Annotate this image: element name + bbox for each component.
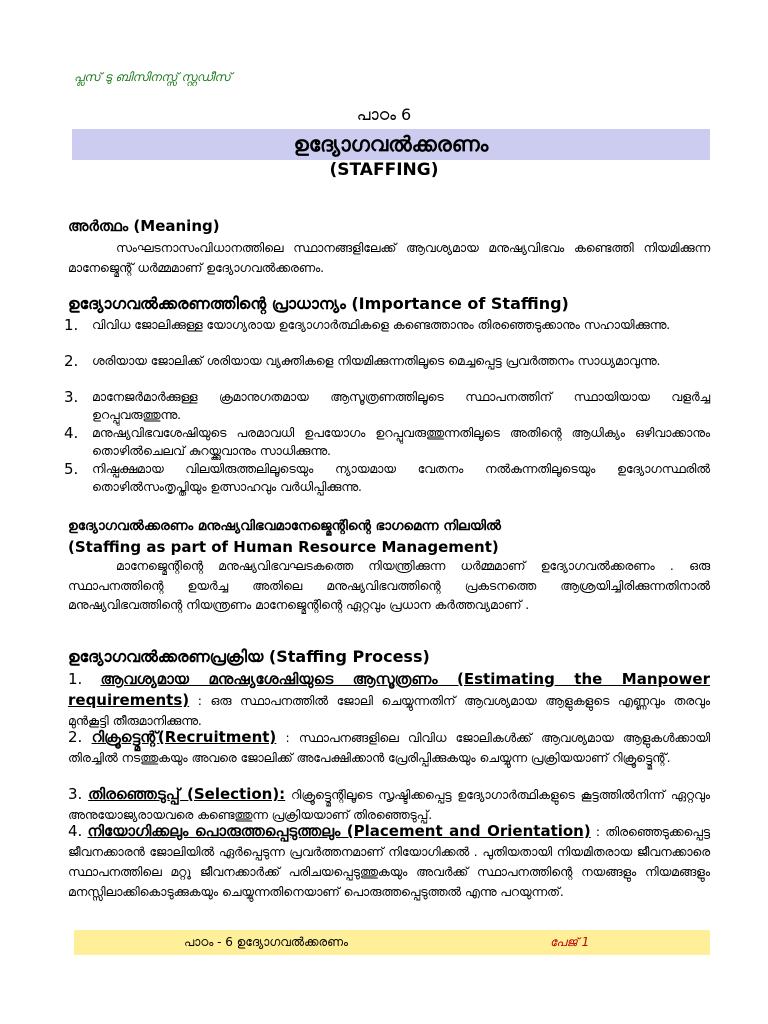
list-item: 3. മാനേജർമാർക്കുള്ള ക്രമാനുഗതമായ ആസൂത്രണത്തിലൂടെ സ്ഥാപനത്തിന് സ്ഥായിയായ വളർച്ച ഉറപ്പുവരുത്തുന്നു. [64, 388, 710, 422]
chapter-title: ഉദ്യോഗവൽക്കരണം [72, 129, 710, 160]
importance-heading: ഉദ്യോഗവൽക്കരണത്തിന്റെ പ്രാധാന്യം (Importance of Staffing) [68, 294, 569, 313]
list-item: 1. വിവിധ ജോലിക്കുള്ള യോഗ്യരായ ഉദ്യോഗാർത്ഥികളെ കണ്ടെത്താനും തിരഞ്ഞെടുക്കാനും സഹായിക്കുന്നു. [64, 316, 671, 334]
process-item: 4. നിയോഗിക്കലും പൊരുത്തപ്പെടുത്തലും (Placement and Orientation) : തിരഞ്ഞെടുക്കപ്പെട്ട ജീവനക്കാരൻ ജോലിയിൽ ഏർപ്പെടുന്ന പ്രവർത്തനമാണ് നിയോഗിക്കൽ . പുതിയതായി നിയമിതരായ ജീവനക്കാരെ സ്ഥാപനത്തിലെ മറ്റു ജീവനക്കാർക്ക് പരിചയപ്പെടുത്തുകയും അവർക്ക് സ്ഥാപനത്തിന്റെ നയങ്ങളും നിയമങ്ങളും മനസ്സിലാക്കികൊടുക്കുകയും ചെയ്യുന്നതിനെയാണ് പൊരുത്തപ്പെടുത്തൽ എന്നു പറയുന്നത്. [68, 822, 710, 899]
process-item: 3. തിരഞ്ഞെടുപ്പ് (Selection): റിക്രൂട്ട്മെന്റിലൂടെ സൃഷ്ടിക്കപ്പെട്ട ഉദ്യോഗാർത്ഥികളുടെ കൂട്ടത്തിൽനിന്ന് ഏറ്റവും അനുയോജ്യരായവരെ കണ്ടെത്തുന്ന പ്രക്രിയയാണ് തിരഞ്ഞെടുപ്പ്. [68, 785, 710, 822]
hrm-heading-en: (Staffing as part of Human Resource Management) [68, 538, 499, 556]
process-item: 1. ആവശ്യമായ മനുഷ്യശേഷിയുടെ ആസൂത്രണം (Estimating the Manpower requirements) : ഒരു സ്ഥാപനത്തിൽ ജോലി ചെയ്യുന്നതിന് ആവശ്യമായ ആളുകളുടെ എണ്ണവും തരവും മുൻകൂട്ടി തീരുമാനിക്കുന്നു. [68, 670, 710, 728]
list-item: 4. മനുഷ്യവിഭവശേഷിയുടെ പരമാവധി ഉപയോഗം ഉറപ്പുവരുത്തുന്നതിലൂടെ അതിന്റെ ആധിക്യം ഒഴിവാക്കാനും തൊഴിൽചെലവ് കുറയ്ക്കുവാനും സാധിക്കുന്നു. [64, 424, 710, 458]
page-footer [74, 930, 710, 955]
process-item: 2. റിക്രൂട്ട്മെന്റ്(Recruitment) : സ്ഥാപനങ്ങളിലെ വിവിധ ജോലികൾക്ക് ആവശ്യമായ ആളുകൾക്കായി തിരച്ചിൽ നടത്തുകയും അവരെ ജോലിക്ക് അപേക്ഷിക്കാൻ പ്രേരിപ്പിക്കുകയും ചെയ്യുന്ന പ്രക്രിയയാണ് റിക്രൂട്ട്മെന്റ്. [68, 728, 710, 765]
chapter-label: പാഠം 6 [356, 105, 412, 124]
meaning-heading: അർത്ഥം (Meaning) [68, 217, 220, 235]
hrm-heading: ഉദ്യോഗവൽക്കരണം മനുഷ്യവിഭവമാനേജ്മെന്റിന്റെ ഭാഗമെന്ന നിലയിൽ [68, 518, 501, 534]
hrm-text: മാനേജ്മെന്റിന്റെ മനുഷ്യവിഭവഘടകത്തെ നിയന്ത്രിക്കുന്ന ധർമ്മമാണ് ഉദ്യോഗവൽക്കരണം . ഒരു സ്ഥാപനത്തിന്റെ ഉയർച്ച അതിലെ മനുഷ്യവിഭവത്തിന്റെ പ്രകടനത്തെ ആശ്രയിച്ചിരിക്കുന്നതിനാൽ മനുഷ്യവിഭവത്തിന്റെ നിയന്ത്രണം മാനേജ്മെന്റിന്റെ ഏറ്റവും പ്രധാന കർത്തവ്യമാണ് . [68, 559, 710, 612]
list-item: 5. നിഷ്പക്ഷമായ വിലയിരുത്തലിലൂടെയും ന്യായമായ വേതനം നൽകുന്നതിലൂടെയും ഉദ്യോഗസ്ഥരിൽ തൊഴിൽസംതൃപ്തിയും ഉത്സാഹവും വർധിപ്പിക്കുന്നു. [64, 460, 710, 494]
list-item: 2. ശരിയായ ജോലിക്ക് ശരിയായ വ്യക്തികളെ നിയമിക്കുന്നതിലൂടെ മെച്ചപ്പെട്ട പ്രവർത്തനം സാധ്യമാവുന്നു. [64, 352, 661, 370]
process-heading: ഉദ്യോഗവൽക്കരണപ്രക്രിയ (Staffing Process) [68, 647, 430, 666]
meaning-text: സംഘടനാസംവിധാനത്തിലെ സ്ഥാനങ്ങളിലേക്ക് ആവശ്യമായ മനുഷ്യവിഭവം കണ്ടെത്തി നിയമിക്കുന്ന മാനേജ്മെന്റ് ധർമ്മമാണ് ഉദ്യോഗവൽക്കരണം. [68, 241, 710, 275]
subject-header: പ്ലസ് ടു ബിസിനസ്സ് സ്റ്റഡീസ് [74, 70, 231, 84]
footer-chapter: പാഠം - 6 ഉദ്യോഗവൽക്കരണം [184, 935, 349, 949]
chapter-subtitle: (STAFFING) [329, 160, 439, 180]
page-number: പേജ് 1 [550, 935, 590, 949]
importance-list [64, 316, 710, 496]
